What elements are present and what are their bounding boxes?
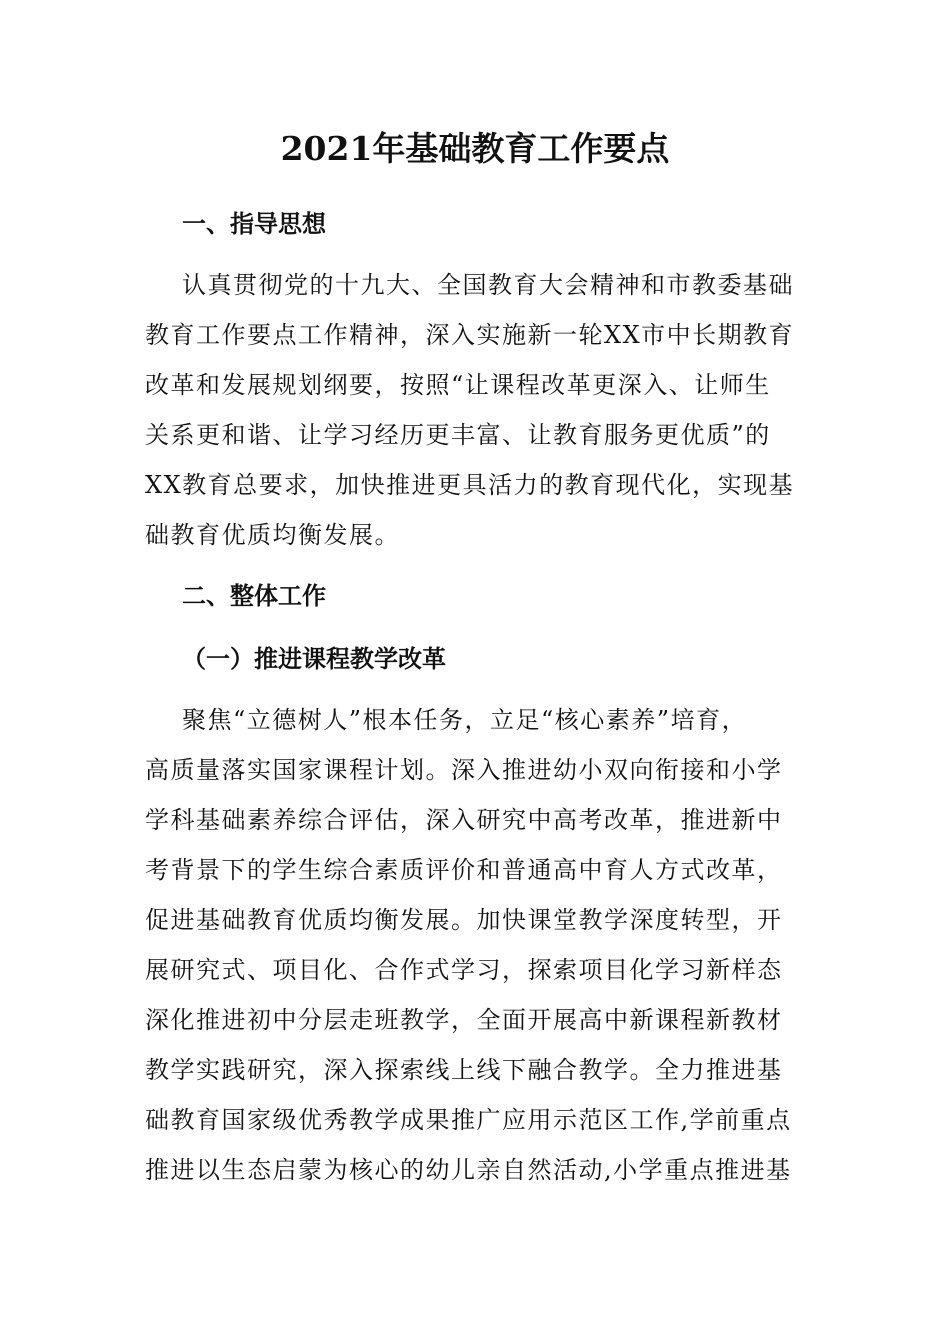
paragraph-line: 关系更和谐、让学习经历更丰富、让教育服务更优质”的 bbox=[145, 421, 771, 449]
section-heading-guiding-ideology: 一、指导思想 bbox=[182, 210, 326, 238]
paragraph-line: 深化推进初中分层走班教学，全面开展高中新课程新教材 bbox=[145, 1006, 783, 1034]
paragraph-guiding-ideology bbox=[145, 260, 805, 560]
paragraph-line: 础教育国家级优秀教学成果推广应用示范区工作,学前重点 bbox=[145, 1106, 792, 1134]
document-title: 2021年基础教育工作要点 bbox=[280, 129, 670, 168]
paragraph-curriculum-reform bbox=[145, 695, 805, 1195]
paragraph-line: 教学实践研究，深入探索线上线下融合教学。全力推进基 bbox=[145, 1056, 783, 1084]
paragraph-line: 高质量落实国家课程计划。深入推进幼小双向衔接和小学 bbox=[145, 756, 783, 784]
paragraph-line: 认真贯彻党的十九大、全国教育大会精神和市教委基础 bbox=[182, 271, 794, 299]
paragraph-line: XX教育总要求，加快推进更具活力的教育现代化，实现基 bbox=[145, 471, 795, 499]
paragraph-line: 教育工作要点工作精神，深入实施新一轮XX市中长期教育 bbox=[145, 321, 795, 349]
subsection-heading-curriculum-reform: （一）推进课程教学改革 bbox=[182, 645, 446, 673]
paragraph-line: 推进以生态启蒙为核心的幼儿亲自然活动,小学重点推进基 bbox=[145, 1156, 792, 1184]
paragraph-line: 聚焦“立德树人”根本任务，立足“核心素养”培育， bbox=[182, 706, 748, 734]
paragraph-line: 学科基础素养综合评估，深入研究中高考改革，推进新中 bbox=[145, 806, 783, 834]
paragraph-line: 促进基础教育优质均衡发展。加快课堂教学深度转型，开 bbox=[145, 906, 783, 934]
paragraph-line: 展研究式、项目化、合作式学习，探索项目化学习新样态 bbox=[145, 956, 783, 984]
paragraph-line: 考背景下的学生综合素质评价和普通高中育人方式改革， bbox=[145, 856, 783, 884]
paragraph-line: 础教育优质均衡发展。 bbox=[145, 521, 400, 549]
section-heading-overall-work: 二、整体工作 bbox=[182, 582, 326, 610]
paragraph-line: 改革和发展规划纲要，按照“让课程改革更深入、让师生 bbox=[145, 371, 771, 399]
